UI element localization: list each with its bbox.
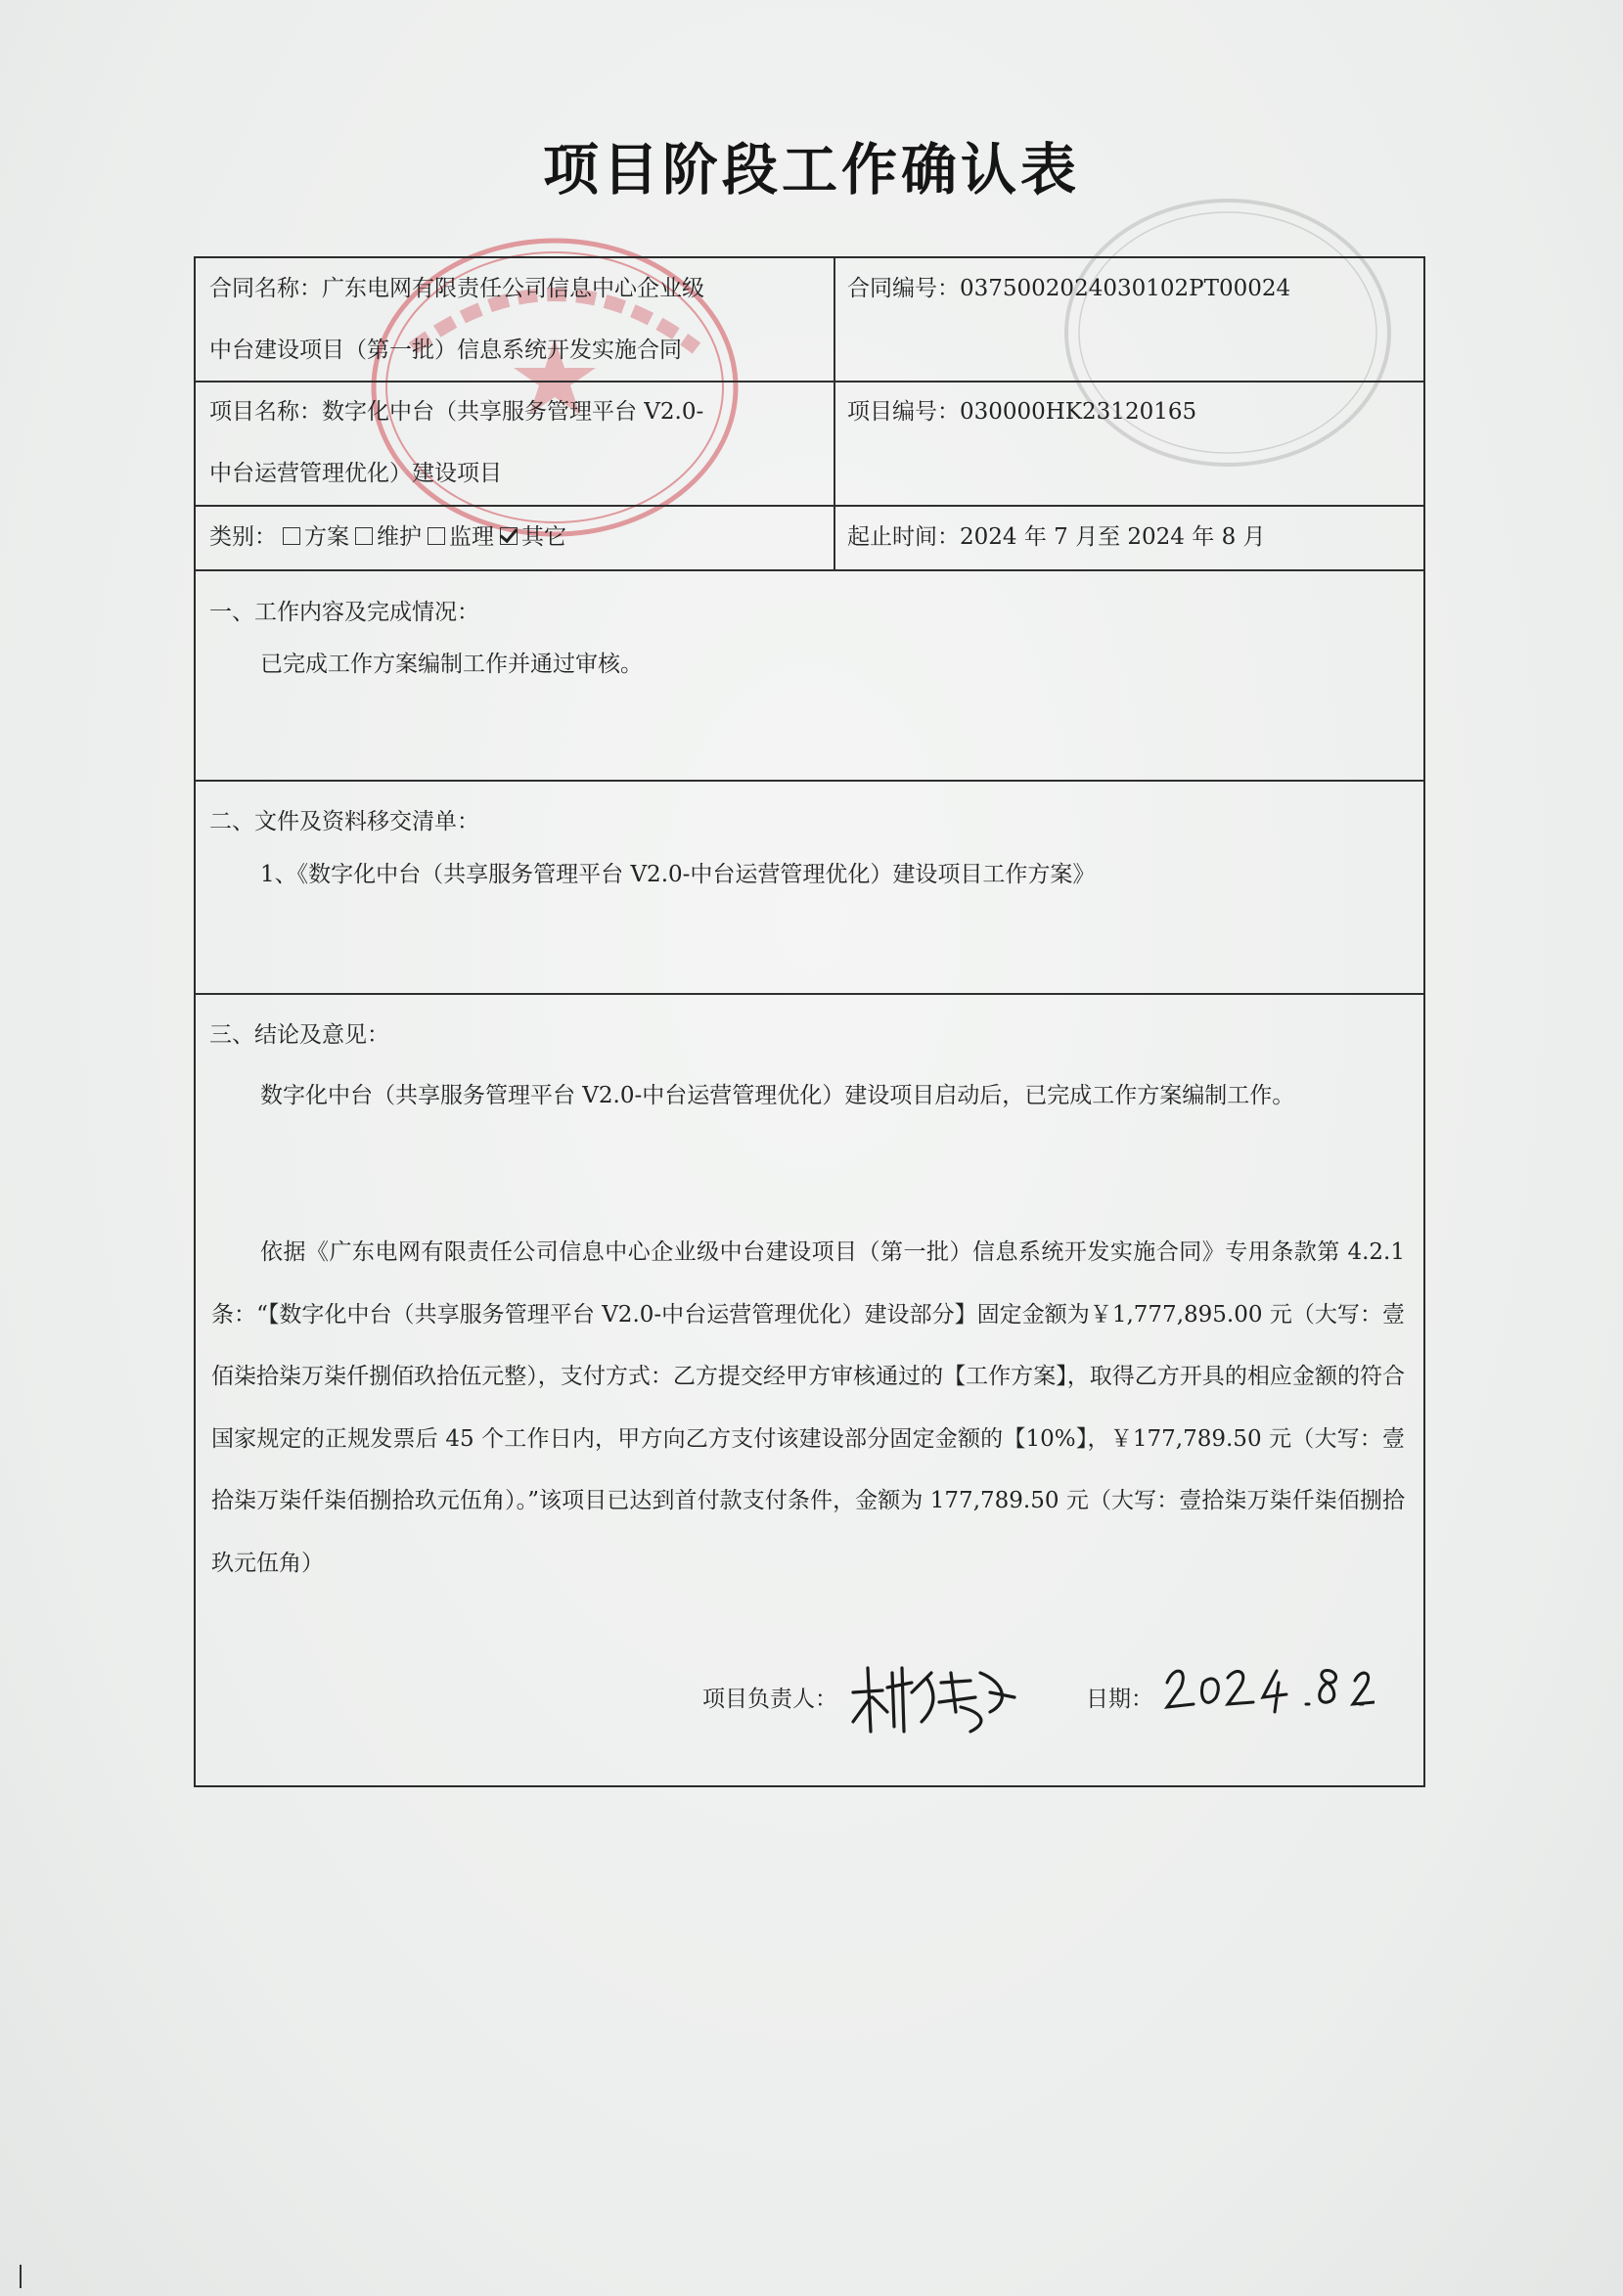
- category-option-plan: 方案: [304, 524, 349, 550]
- checkbox-maintenance[interactable]: [355, 527, 373, 545]
- project-name-line2: 中台运营管理优化）建设项目: [209, 461, 502, 486]
- project-number: 项目编号：030000HK23120165: [847, 399, 1197, 425]
- section2-item-1: 1、《数字化中台（共享服务管理平台 V2.0-中台运营管理优化）建设项目工作方案》: [260, 862, 1096, 887]
- handwritten-signature: [843, 1653, 1019, 1741]
- contract-name-cell: [209, 258, 704, 382]
- project-number-cell: [847, 382, 1196, 443]
- project-name-cell: [209, 382, 703, 505]
- checkbox-supervision[interactable]: [428, 527, 445, 545]
- section1-title: 一、工作内容及完成情况：: [209, 600, 479, 625]
- category-option-other: 其它: [521, 524, 566, 550]
- period-text: 起止时间：2024 年 7 月至 2024 年 8 月: [847, 524, 1266, 550]
- handwritten-date: [1159, 1653, 1375, 1722]
- contract-number: 合同编号：0375002024030102PT00024: [847, 276, 1291, 301]
- project-name-line1: 项目名称：数字化中台（共享服务管理平台 V2.0-: [209, 399, 704, 425]
- conclusion-paragraph-2: 依据《广东电网有限责任公司信息中心企业级中台建设项目（第一批）信息系统开发实施合同》专用条款第 4.2.1 条：“【数字化中台（共享服务管理平台 V2.0-中台运营管理优化）建设部分】固定金额为￥1,777,895.00 元（大写：壹佰柒拾柒万柒仟捌佰玖拾伍元整），支付方式：乙方提交经甲方审核通过的【工作方案】，取得乙方开具的相应金额的符合国家规定的正规发票后 45 个工作日内，甲方向乙方支付该建设部分固定金额的【10%】，￥177,789.50 元（大写：壹拾柒万柒仟柒佰捌拾玖元伍角）。”该项目已达到首付款支付条件，金额为 177,789.50 元（大写：壹拾柒万柒仟柒佰捌拾玖元伍角）: [211, 1239, 1405, 1576]
- contract-number-cell: [847, 258, 1290, 320]
- section1-body: 已完成工作方案编制工作并通过审核。: [260, 652, 643, 677]
- project-lead-label: 项目负责人：: [702, 1687, 837, 1712]
- category-label: 类别：: [209, 524, 277, 550]
- section2-title: 二、文件及资料移交清单：: [209, 809, 479, 834]
- scan-margin-mark: [20, 2265, 22, 2288]
- period-cell: [847, 506, 1266, 568]
- category-option-maintenance: 维护: [377, 524, 422, 550]
- confirmation-form-table: [194, 256, 1425, 1787]
- category-option-supervision: 监理: [449, 524, 494, 550]
- checkbox-other-checked[interactable]: [500, 527, 518, 545]
- section3-title: 三、结论及意见：: [209, 1022, 389, 1048]
- contract-name-line2: 中台建设项目（第一批）信息系统开发实施合同: [209, 338, 682, 363]
- category-cell: [209, 506, 566, 568]
- checkbox-plan[interactable]: [283, 527, 300, 545]
- document-title: 项目阶段工作确认表: [543, 138, 1080, 203]
- conclusion-paragraph-1: 数字化中台（共享服务管理平台 V2.0-中台运营管理优化）建设项目启动后，已完成工作方案编制工作。: [260, 1083, 1295, 1108]
- contract-name-line1: 合同名称：广东电网有限责任公司信息中心企业级: [209, 276, 704, 301]
- date-label: 日期：: [1086, 1687, 1153, 1712]
